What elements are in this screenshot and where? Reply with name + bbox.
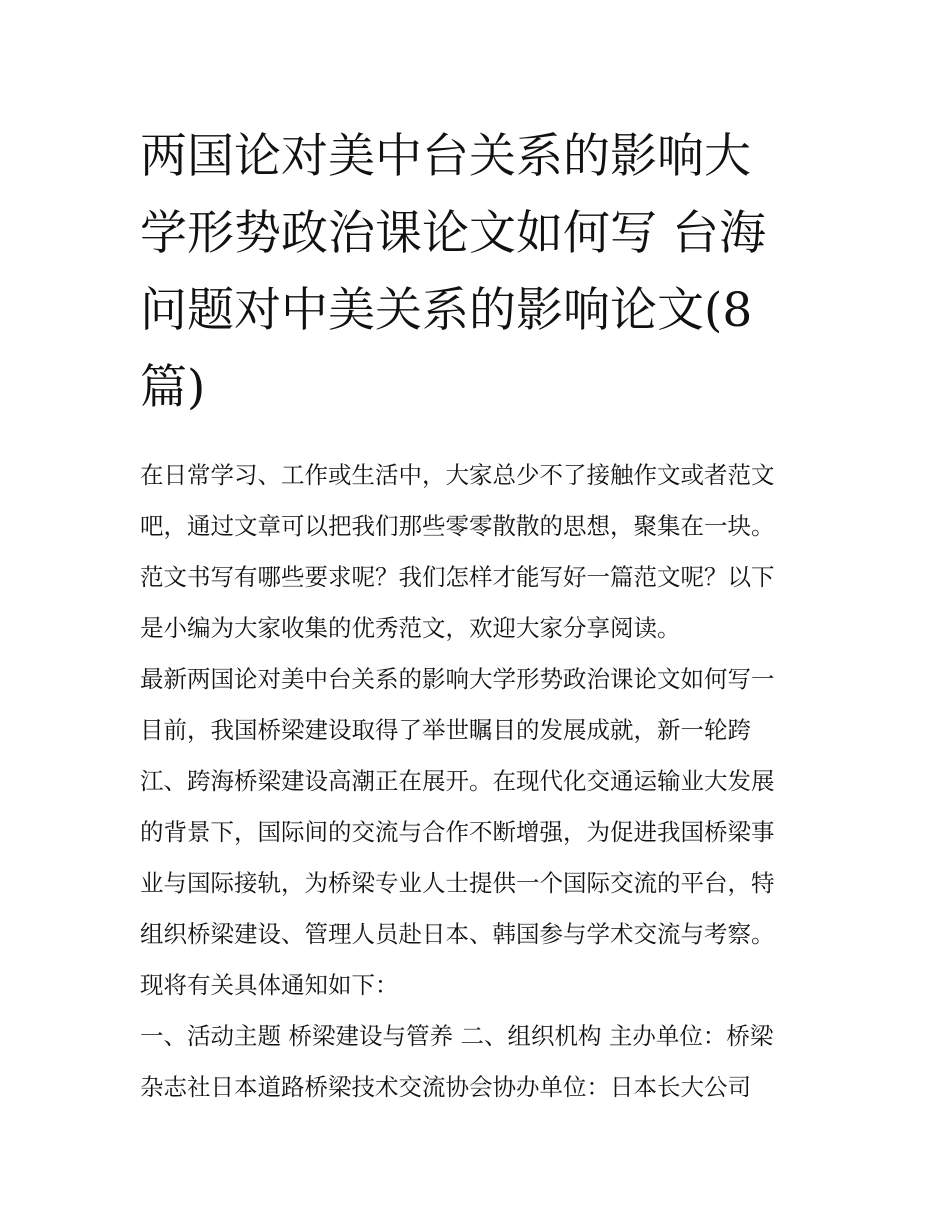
text-line: 一、活动主题 桥梁建设与管养 二、组织机构 主办单位：桥梁 — [140, 1022, 774, 1050]
text-line: 是小编为大家收集的优秀范文，欢迎大家分享阅读。 — [140, 614, 681, 642]
title-line: 篇) — [140, 360, 206, 415]
text-line: 业与国际接轨，为桥梁专业人士提供一个国际交流的平台，特 — [140, 869, 775, 897]
text-line: 杂志社日本道路桥梁技术交流协会协办单位：日本长大公司 — [140, 1073, 751, 1101]
document-title — [140, 118, 816, 426]
text-line: 的背景下，国际间的交流与合作不断增强，为促进我国桥梁事 — [140, 818, 775, 846]
text-line: 吧，通过文章可以把我们那些零零散散的思想，聚集在一块。 — [140, 512, 775, 540]
text-line: 范文书写有哪些要求呢？我们怎样才能写好一篇范文呢？以下 — [140, 563, 775, 591]
text-line: 目前，我国桥梁建设取得了举世瞩目的发展成就，新一轮跨 — [140, 716, 751, 744]
document-page — [140, 118, 816, 1113]
text-line: 在日常学习、工作或生活中，大家总少不了接触作文或者范文 — [140, 461, 775, 489]
title-line: 问题对中美关系的影响论文(8 — [140, 283, 753, 338]
text-line: 现将有关具体通知如下： — [140, 971, 399, 999]
document-body — [140, 450, 816, 1113]
text-line: 江、跨海桥梁建设高潮正在展开。在现代化交通运输业大发展 — [140, 767, 775, 795]
paragraph-intro — [140, 450, 816, 654]
text-line: 组织桥梁建设、管理人员赴日本、韩国参与学术交流与考察。 — [140, 920, 775, 948]
title-line: 学形势政治课论文如何写 台海 — [140, 206, 766, 261]
paragraph-notice — [140, 654, 816, 1011]
title-line: 两国论对美中台关系的影响大 — [140, 129, 751, 184]
text-line: 最新两国论对美中台关系的影响大学形势政治课论文如何写一 — [140, 665, 775, 693]
paragraph-details — [140, 1011, 816, 1113]
